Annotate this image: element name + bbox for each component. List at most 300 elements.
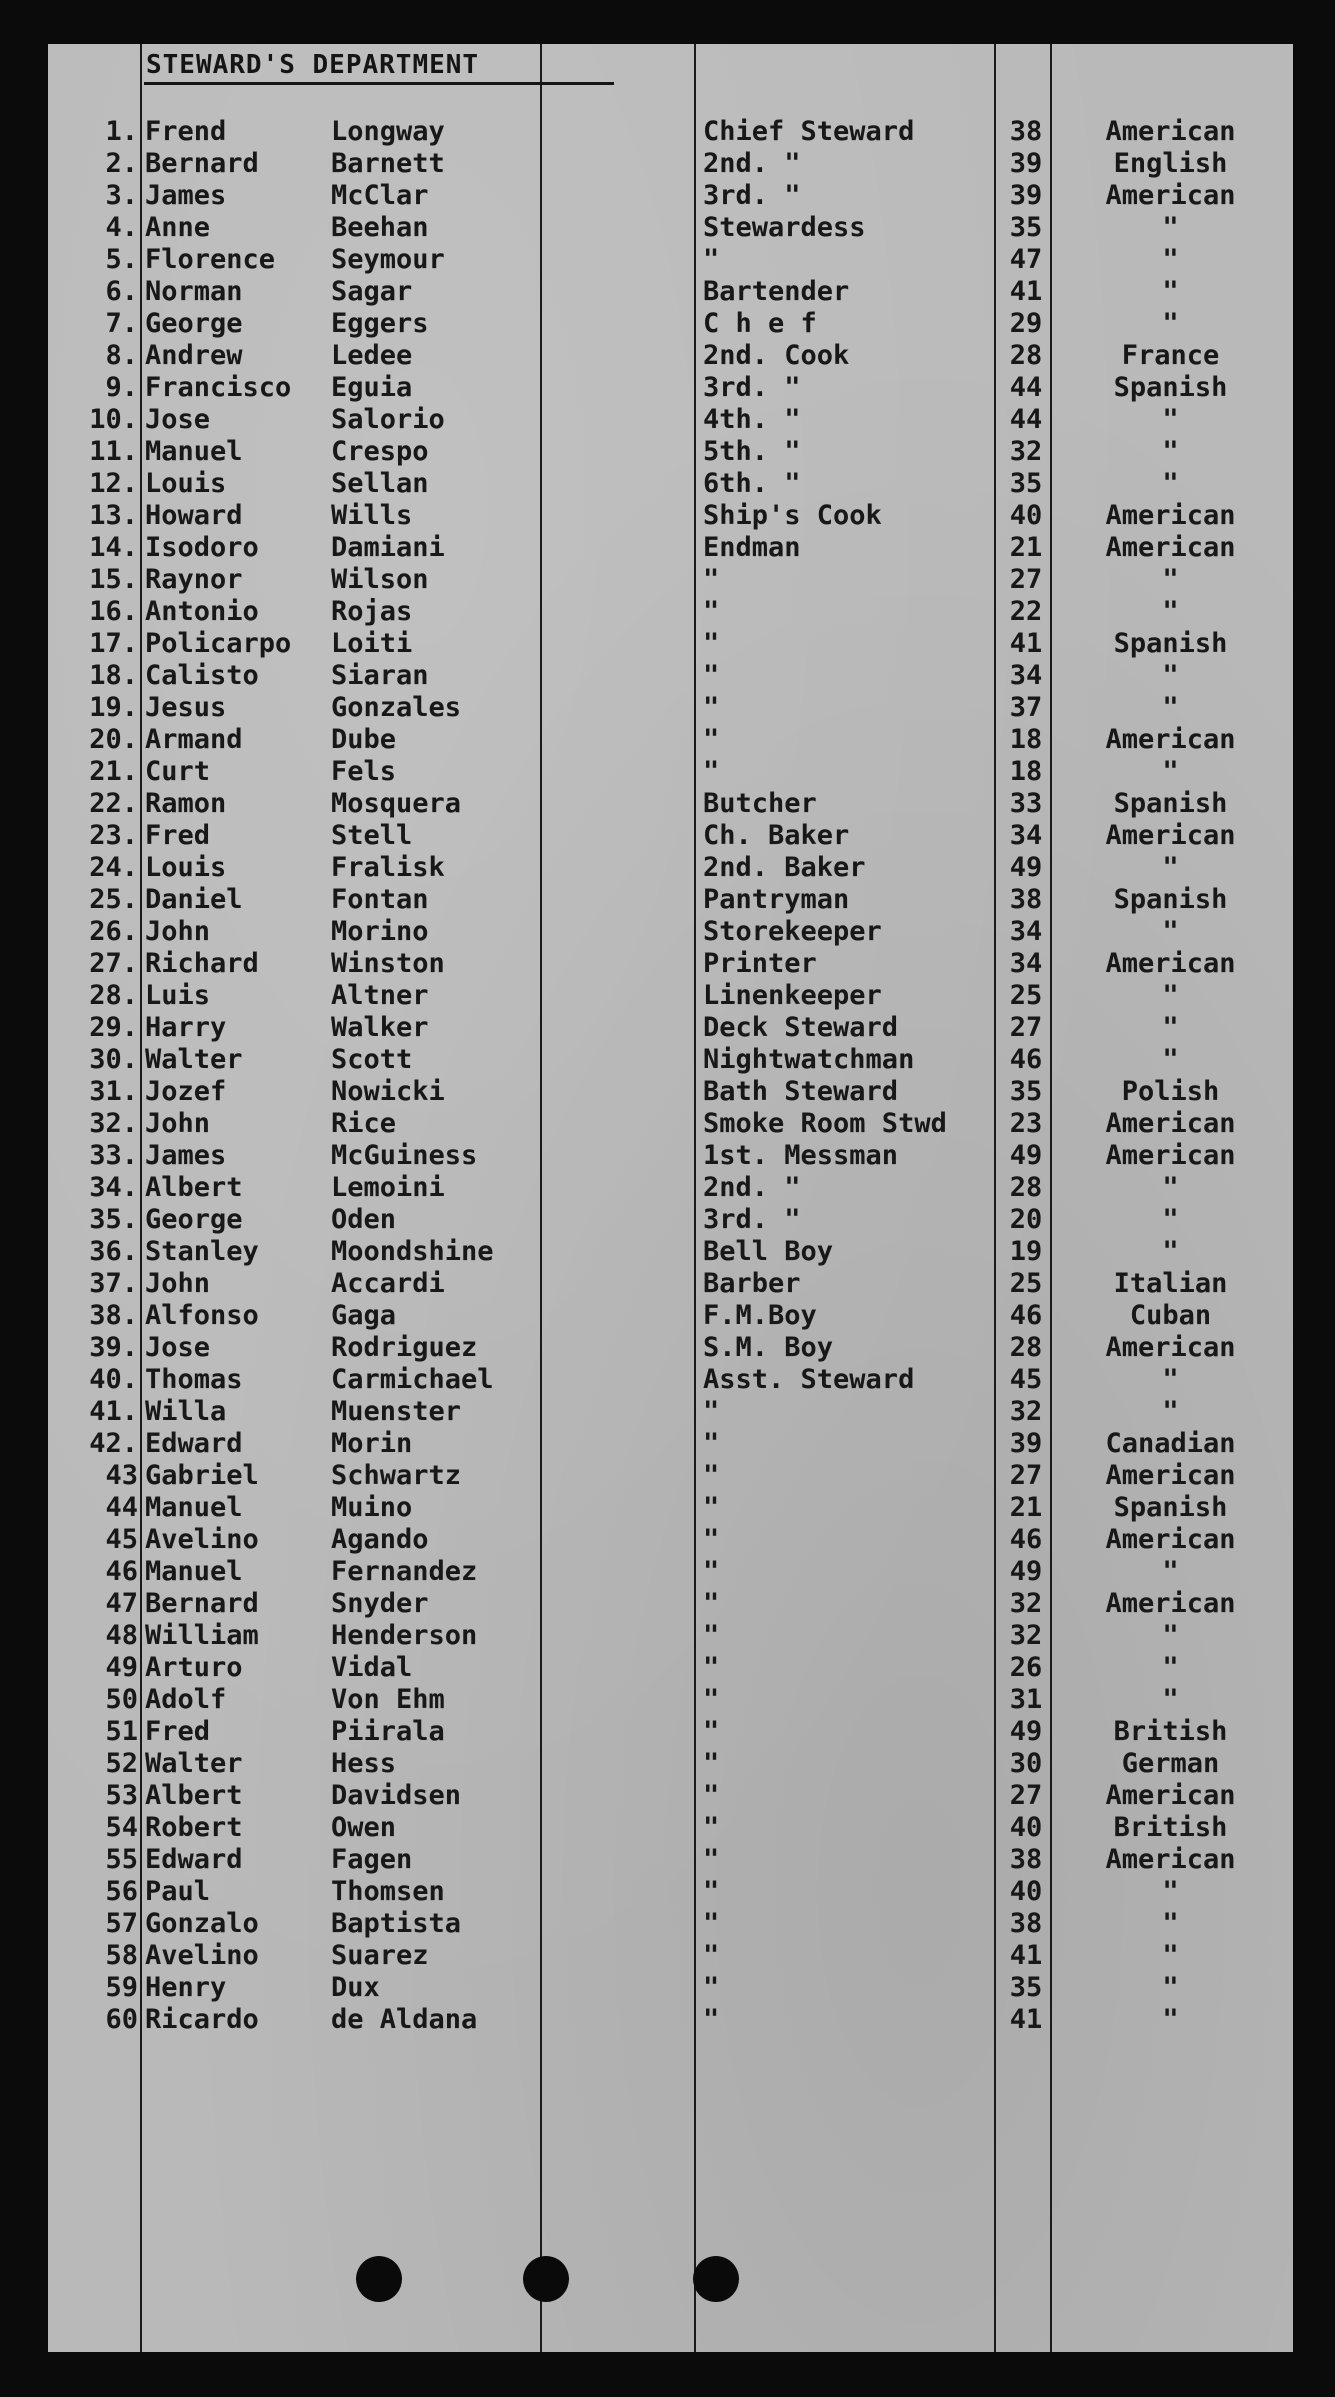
age: 40 bbox=[1009, 1812, 1043, 1843]
row-number: 40. bbox=[89, 1364, 138, 1395]
crew-row bbox=[48, 724, 1293, 756]
row-number: 10. bbox=[89, 404, 138, 435]
row-number: 4. bbox=[105, 212, 138, 243]
position: Bath Steward bbox=[703, 1076, 899, 1107]
nationality: " bbox=[1162, 1652, 1179, 1683]
crew-row bbox=[48, 436, 1293, 468]
last-name: Crespo bbox=[331, 436, 429, 467]
nationality: " bbox=[1162, 244, 1179, 275]
nationality: American bbox=[1105, 1588, 1236, 1619]
last-name: Carmichael bbox=[331, 1364, 494, 1395]
age: 39 bbox=[1009, 180, 1043, 211]
row-number: 22. bbox=[89, 788, 138, 819]
first-name: Walter bbox=[145, 1748, 243, 1779]
row-number: 9. bbox=[105, 372, 138, 403]
last-name: Thomsen bbox=[331, 1876, 445, 1907]
position: Smoke Room Stwd bbox=[703, 1108, 947, 1139]
crew-row bbox=[48, 116, 1293, 148]
last-name: Davidsen bbox=[331, 1780, 462, 1811]
age: 46 bbox=[1009, 1300, 1043, 1331]
crew-row bbox=[48, 1940, 1293, 1972]
last-name: Damiani bbox=[331, 532, 445, 563]
age: 20 bbox=[1009, 1204, 1043, 1235]
age: 38 bbox=[1009, 884, 1043, 915]
nationality: " bbox=[1162, 2004, 1179, 2035]
first-name: Arturo bbox=[145, 1652, 243, 1683]
position: " bbox=[703, 1908, 720, 1939]
crew-row bbox=[48, 820, 1293, 852]
crew-row bbox=[48, 276, 1293, 308]
position: " bbox=[703, 724, 720, 755]
age: 44 bbox=[1009, 372, 1043, 403]
nationality: American bbox=[1105, 1780, 1236, 1811]
position: Barber bbox=[703, 1268, 801, 1299]
punch-hole bbox=[356, 2256, 402, 2302]
row-number: 59 bbox=[105, 1972, 138, 2003]
nationality: German bbox=[1121, 1748, 1220, 1779]
first-name: Avelino bbox=[145, 1524, 259, 1555]
position: Deck Steward bbox=[703, 1012, 899, 1043]
first-name: Paul bbox=[145, 1876, 211, 1907]
first-name: Isodoro bbox=[145, 532, 259, 563]
crew-row bbox=[48, 340, 1293, 372]
first-name: Jose bbox=[145, 1332, 211, 1363]
nationality: " bbox=[1162, 1172, 1179, 1203]
age: 32 bbox=[1009, 1588, 1043, 1619]
first-name: Jose bbox=[145, 404, 211, 435]
first-name: Manuel bbox=[145, 1556, 243, 1587]
row-number: 7. bbox=[105, 308, 138, 339]
row-number: 16. bbox=[89, 596, 138, 627]
crew-row bbox=[48, 1428, 1293, 1460]
age: 47 bbox=[1009, 244, 1043, 275]
crew-row bbox=[48, 1236, 1293, 1268]
age: 49 bbox=[1009, 852, 1043, 883]
nationality: " bbox=[1162, 1620, 1179, 1651]
position: " bbox=[703, 1684, 720, 1715]
last-name: Rodriguez bbox=[331, 1332, 478, 1363]
last-name: Muenster bbox=[331, 1396, 462, 1427]
position: " bbox=[703, 1812, 720, 1843]
age: 38 bbox=[1009, 1844, 1043, 1875]
position: F.M.Boy bbox=[703, 1300, 817, 1331]
position: 6th. " bbox=[703, 468, 801, 499]
last-name: Dube bbox=[331, 724, 397, 755]
age: 35 bbox=[1009, 468, 1043, 499]
last-name: Mosquera bbox=[331, 788, 462, 819]
first-name: William bbox=[145, 1620, 259, 1651]
age: 32 bbox=[1009, 1396, 1043, 1427]
punch-hole bbox=[693, 2256, 739, 2302]
row-number: 36. bbox=[89, 1236, 138, 1267]
last-name: Eggers bbox=[331, 308, 429, 339]
last-name: Baptista bbox=[331, 1908, 462, 1939]
age: 40 bbox=[1009, 1876, 1043, 1907]
age: 40 bbox=[1009, 500, 1043, 531]
first-name: John bbox=[145, 1268, 211, 1299]
row-number: 44 bbox=[105, 1492, 138, 1523]
first-name: Bernard bbox=[145, 148, 259, 179]
age: 18 bbox=[1009, 724, 1043, 755]
crew-row bbox=[48, 692, 1293, 724]
position: " bbox=[703, 1844, 720, 1875]
first-name: Policarpo bbox=[145, 628, 292, 659]
nationality: Spanish bbox=[1113, 372, 1228, 403]
crew-row bbox=[48, 1652, 1293, 1684]
row-number: 32. bbox=[89, 1108, 138, 1139]
nationality: " bbox=[1162, 1972, 1179, 2003]
crew-row bbox=[48, 628, 1293, 660]
last-name: Suarez bbox=[331, 1940, 429, 1971]
age: 35 bbox=[1009, 212, 1043, 243]
row-number: 2. bbox=[105, 148, 138, 179]
first-name: Adolf bbox=[145, 1684, 227, 1715]
position: Ch. Baker bbox=[703, 820, 850, 851]
age: 49 bbox=[1009, 1716, 1043, 1747]
nationality: " bbox=[1162, 1364, 1179, 1395]
first-name: Robert bbox=[145, 1812, 243, 1843]
nationality: " bbox=[1162, 1684, 1179, 1715]
row-number: 18. bbox=[89, 660, 138, 691]
crew-row bbox=[48, 1044, 1293, 1076]
row-number: 56 bbox=[105, 1876, 138, 1907]
row-number: 60 bbox=[105, 2004, 138, 2035]
age: 39 bbox=[1009, 148, 1043, 179]
first-name: Fred bbox=[145, 820, 211, 851]
age: 41 bbox=[1009, 2004, 1043, 2035]
age: 37 bbox=[1009, 692, 1043, 723]
punch-hole bbox=[523, 2256, 569, 2302]
first-name: Albert bbox=[145, 1780, 243, 1811]
position: Pantryman bbox=[703, 884, 850, 915]
nationality: " bbox=[1162, 916, 1179, 947]
crew-row bbox=[48, 1524, 1293, 1556]
nationality: " bbox=[1162, 1876, 1179, 1907]
row-number: 52 bbox=[105, 1748, 138, 1779]
row-number: 3. bbox=[105, 180, 138, 211]
row-number: 1. bbox=[105, 116, 138, 147]
age: 22 bbox=[1009, 596, 1043, 627]
first-name: Bernard bbox=[145, 1588, 259, 1619]
nationality: " bbox=[1162, 564, 1179, 595]
first-name: Anne bbox=[145, 212, 211, 243]
first-name: Howard bbox=[145, 500, 243, 531]
row-number: 23. bbox=[89, 820, 138, 851]
nationality: American bbox=[1105, 116, 1236, 147]
last-name: Winston bbox=[331, 948, 445, 979]
crew-row bbox=[48, 1780, 1293, 1812]
last-name: Fernandez bbox=[331, 1556, 478, 1587]
nationality: " bbox=[1162, 980, 1179, 1011]
nationality: Polish bbox=[1121, 1076, 1220, 1107]
first-name: George bbox=[145, 308, 243, 339]
last-name: Seymour bbox=[331, 244, 445, 275]
last-name: Nowicki bbox=[331, 1076, 445, 1107]
crew-row bbox=[48, 660, 1293, 692]
age: 33 bbox=[1009, 788, 1043, 819]
age: 25 bbox=[1009, 980, 1043, 1011]
first-name: Willa bbox=[145, 1396, 227, 1427]
nationality: American bbox=[1105, 1524, 1236, 1555]
first-name: Fred bbox=[145, 1716, 211, 1747]
position: " bbox=[703, 1524, 720, 1555]
last-name: Beehan bbox=[331, 212, 429, 243]
row-number: 37. bbox=[89, 1268, 138, 1299]
first-name: Raynor bbox=[145, 564, 243, 595]
position: Ship's Cook bbox=[703, 500, 882, 531]
nationality: American bbox=[1105, 1108, 1236, 1139]
crew-row bbox=[48, 596, 1293, 628]
row-number: 34. bbox=[89, 1172, 138, 1203]
crew-row bbox=[48, 532, 1293, 564]
nationality: American bbox=[1105, 500, 1236, 531]
last-name: McGuiness bbox=[331, 1140, 478, 1171]
age: 49 bbox=[1009, 1140, 1043, 1171]
last-name: Altner bbox=[331, 980, 429, 1011]
age: 31 bbox=[1009, 1684, 1043, 1715]
position: Chief Steward bbox=[703, 116, 915, 147]
first-name: Frend bbox=[145, 116, 227, 147]
first-name: Richard bbox=[145, 948, 259, 979]
last-name: McClar bbox=[331, 180, 429, 211]
first-name: Curt bbox=[145, 756, 211, 787]
last-name: Agando bbox=[331, 1524, 429, 1555]
row-number: 43 bbox=[105, 1460, 138, 1491]
age: 45 bbox=[1009, 1364, 1043, 1395]
nationality: " bbox=[1162, 1012, 1179, 1043]
row-number: 50 bbox=[105, 1684, 138, 1715]
crew-row bbox=[48, 1140, 1293, 1172]
nationality: " bbox=[1162, 308, 1179, 339]
age: 38 bbox=[1009, 116, 1043, 147]
nationality: Italian bbox=[1113, 1268, 1228, 1299]
position: Bell Boy bbox=[703, 1236, 834, 1267]
nationality: English bbox=[1113, 148, 1228, 179]
row-number: 25. bbox=[89, 884, 138, 915]
nationality: " bbox=[1162, 468, 1179, 499]
age: 27 bbox=[1009, 1460, 1043, 1491]
nationality: " bbox=[1162, 436, 1179, 467]
first-name: Albert bbox=[145, 1172, 243, 1203]
last-name: Wilson bbox=[331, 564, 429, 595]
row-number: 35. bbox=[89, 1204, 138, 1235]
first-name: Thomas bbox=[145, 1364, 243, 1395]
first-name: Norman bbox=[145, 276, 243, 307]
last-name: Fagen bbox=[331, 1844, 413, 1875]
row-number: 5. bbox=[105, 244, 138, 275]
nationality: " bbox=[1162, 692, 1179, 723]
position: " bbox=[703, 1428, 720, 1459]
row-number: 21. bbox=[89, 756, 138, 787]
position: Asst. Steward bbox=[703, 1364, 915, 1395]
first-name: Antonio bbox=[145, 596, 259, 627]
last-name: Dux bbox=[331, 1972, 380, 2003]
nationality: Spanish bbox=[1113, 884, 1228, 915]
row-number: 11. bbox=[89, 436, 138, 467]
crew-row bbox=[48, 852, 1293, 884]
position: 2nd. Baker bbox=[703, 852, 866, 883]
row-number: 28. bbox=[89, 980, 138, 1011]
row-number: 57 bbox=[105, 1908, 138, 1939]
last-name: Snyder bbox=[331, 1588, 429, 1619]
last-name: Longway bbox=[331, 116, 445, 147]
last-name: Morino bbox=[331, 916, 429, 947]
position: 5th. " bbox=[703, 436, 801, 467]
crew-row bbox=[48, 1492, 1293, 1524]
first-name: John bbox=[145, 916, 211, 947]
crew-row bbox=[48, 1396, 1293, 1428]
nationality: " bbox=[1162, 660, 1179, 691]
row-number: 48 bbox=[105, 1620, 138, 1651]
first-name: Henry bbox=[145, 1972, 227, 2003]
nationality: British bbox=[1113, 1716, 1228, 1747]
nationality: American bbox=[1105, 180, 1236, 211]
first-name: John bbox=[145, 1108, 211, 1139]
age: 41 bbox=[1009, 1940, 1043, 1971]
crew-row bbox=[48, 2004, 1293, 2036]
position: Printer bbox=[703, 948, 817, 979]
last-name: Schwartz bbox=[331, 1460, 462, 1491]
first-name: Jozef bbox=[145, 1076, 227, 1107]
crew-row bbox=[48, 884, 1293, 916]
first-name: Gabriel bbox=[145, 1460, 259, 1491]
age: 34 bbox=[1009, 948, 1043, 979]
last-name: Siaran bbox=[331, 660, 429, 691]
row-number: 24. bbox=[89, 852, 138, 883]
nationality: " bbox=[1162, 276, 1179, 307]
row-number: 46 bbox=[105, 1556, 138, 1587]
nationality: Canadian bbox=[1105, 1428, 1236, 1459]
last-name: Piirala bbox=[331, 1716, 445, 1747]
row-number: 49 bbox=[105, 1652, 138, 1683]
age: 28 bbox=[1009, 1172, 1043, 1203]
nationality: American bbox=[1105, 820, 1236, 851]
first-name: Manuel bbox=[145, 1492, 243, 1523]
position: " bbox=[703, 1460, 720, 1491]
position: " bbox=[703, 1620, 720, 1651]
position: " bbox=[703, 692, 720, 723]
nationality: American bbox=[1105, 1460, 1236, 1491]
position: 3rd. " bbox=[703, 180, 801, 211]
position: " bbox=[703, 756, 720, 787]
row-number: 58 bbox=[105, 1940, 138, 1971]
position: Linenkeeper bbox=[703, 980, 882, 1011]
first-name: Harry bbox=[145, 1012, 227, 1043]
crew-row bbox=[48, 244, 1293, 276]
first-name: Edward bbox=[145, 1844, 243, 1875]
age: 29 bbox=[1009, 308, 1043, 339]
crew-row bbox=[48, 404, 1293, 436]
position: " bbox=[703, 1748, 720, 1779]
first-name: Florence bbox=[145, 244, 276, 275]
position: 2nd. " bbox=[703, 1172, 801, 1203]
crew-row bbox=[48, 1844, 1293, 1876]
first-name: Avelino bbox=[145, 1940, 259, 1971]
age: 21 bbox=[1009, 532, 1043, 563]
row-number: 14. bbox=[89, 532, 138, 563]
row-number: 51 bbox=[105, 1716, 138, 1747]
last-name: Wills bbox=[331, 500, 413, 531]
age: 44 bbox=[1009, 404, 1043, 435]
age: 27 bbox=[1009, 1012, 1043, 1043]
crew-row bbox=[48, 1108, 1293, 1140]
first-name: Manuel bbox=[145, 436, 243, 467]
age: 26 bbox=[1009, 1652, 1043, 1683]
last-name: de Aldana bbox=[331, 2004, 478, 2035]
crew-row bbox=[48, 308, 1293, 340]
age: 34 bbox=[1009, 660, 1043, 691]
row-number: 29. bbox=[89, 1012, 138, 1043]
first-name: Louis bbox=[145, 468, 227, 499]
last-name: Accardi bbox=[331, 1268, 445, 1299]
age: 34 bbox=[1009, 820, 1043, 851]
first-name: Walter bbox=[145, 1044, 243, 1075]
last-name: Stell bbox=[331, 820, 413, 851]
crew-row bbox=[48, 1588, 1293, 1620]
crew-row bbox=[48, 1684, 1293, 1716]
row-number: 8. bbox=[105, 340, 138, 371]
crew-row bbox=[48, 1268, 1293, 1300]
position: S.M. Boy bbox=[703, 1332, 834, 1363]
row-number: 27. bbox=[89, 948, 138, 979]
last-name: Muino bbox=[331, 1492, 413, 1523]
position: Butcher bbox=[703, 788, 817, 819]
first-name: Andrew bbox=[145, 340, 243, 371]
last-name: Barnett bbox=[331, 148, 445, 179]
age: 28 bbox=[1009, 340, 1043, 371]
crew-row bbox=[48, 1172, 1293, 1204]
last-name: Gonzales bbox=[331, 692, 462, 723]
last-name: Scott bbox=[331, 1044, 413, 1075]
last-name: Eguia bbox=[331, 372, 413, 403]
row-number: 54 bbox=[105, 1812, 138, 1843]
last-name: Fontan bbox=[331, 884, 429, 915]
crew-row bbox=[48, 148, 1293, 180]
position: " bbox=[703, 1492, 720, 1523]
nationality: " bbox=[1162, 596, 1179, 627]
position: " bbox=[703, 1652, 720, 1683]
crew-row bbox=[48, 756, 1293, 788]
nationality: " bbox=[1162, 1940, 1179, 1971]
row-number: 39. bbox=[89, 1332, 138, 1363]
crew-row bbox=[48, 1076, 1293, 1108]
first-name: Gonzalo bbox=[145, 1908, 259, 1939]
age: 27 bbox=[1009, 564, 1043, 595]
crew-row bbox=[48, 1556, 1293, 1588]
position: " bbox=[703, 1780, 720, 1811]
position: Bartender bbox=[703, 276, 850, 307]
age: 46 bbox=[1009, 1044, 1043, 1075]
age: 25 bbox=[1009, 1268, 1043, 1299]
position: " bbox=[703, 2004, 720, 2035]
nationality: " bbox=[1162, 404, 1179, 435]
crew-row bbox=[48, 788, 1293, 820]
last-name: Fels bbox=[331, 756, 397, 787]
age: 41 bbox=[1009, 276, 1043, 307]
position: " bbox=[703, 1940, 720, 1971]
position: " bbox=[703, 596, 720, 627]
nationality: France bbox=[1121, 340, 1220, 371]
crew-row bbox=[48, 948, 1293, 980]
first-name: Stanley bbox=[145, 1236, 259, 1267]
crew-row bbox=[48, 1716, 1293, 1748]
nationality: American bbox=[1105, 532, 1236, 563]
first-name: George bbox=[145, 1204, 243, 1235]
first-name: Calisto bbox=[145, 660, 259, 691]
nationality: Cuban bbox=[1129, 1300, 1212, 1331]
crew-row bbox=[48, 1620, 1293, 1652]
last-name: Salorio bbox=[331, 404, 445, 435]
